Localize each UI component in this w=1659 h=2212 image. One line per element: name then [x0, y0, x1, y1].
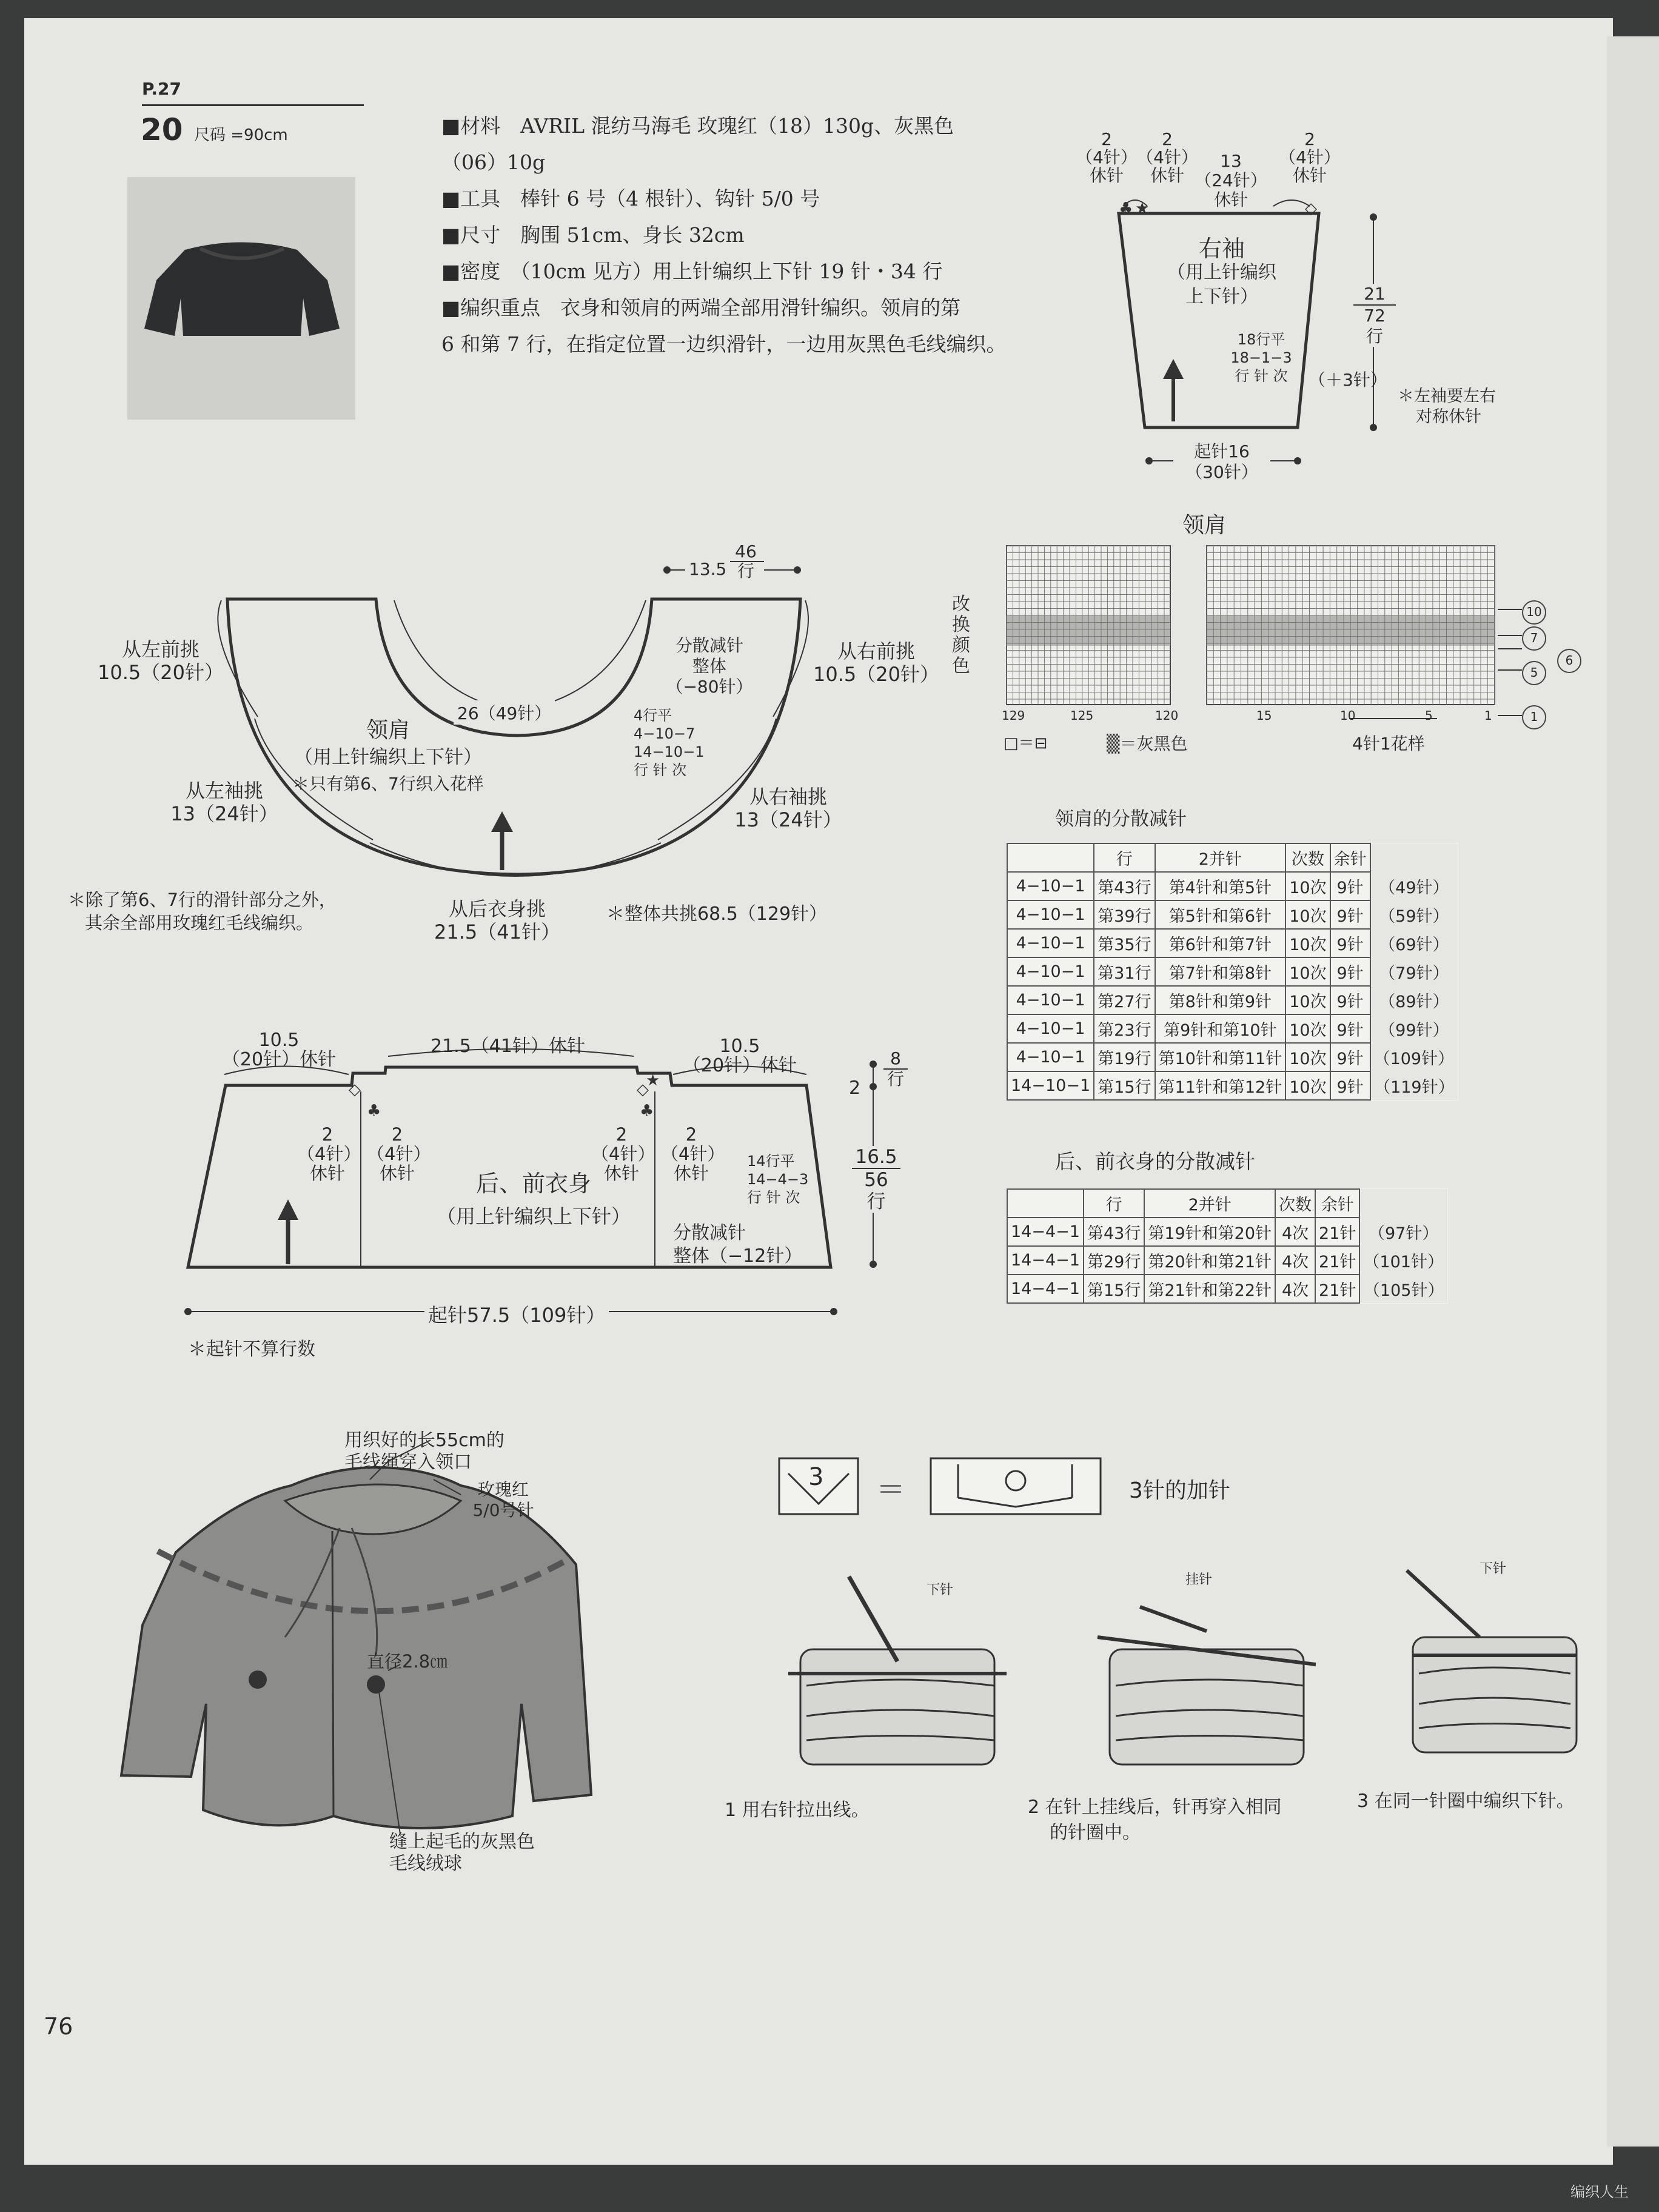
step3-needle-label: 下针	[1480, 1561, 1507, 1577]
table-cell: 21针	[1315, 1246, 1359, 1275]
table-cell: 第5针和第6针	[1155, 900, 1286, 929]
table-row	[1007, 1275, 1447, 1303]
step1-text: 1 用右针拉出线。	[725, 1800, 870, 1821]
table-cell: 10次	[1285, 1043, 1330, 1071]
yoke-top-width: 13.5	[685, 559, 730, 579]
chart-col-label: 120	[1155, 708, 1179, 723]
table-header: 行	[1084, 1189, 1144, 1218]
table-header	[1370, 843, 1458, 872]
table-cell: 14−4−1	[1007, 1218, 1084, 1246]
table-header	[1359, 1189, 1447, 1218]
svg-text:★: ★	[646, 1071, 660, 1090]
chart-col-label: 15	[1256, 708, 1272, 723]
yoke-chart	[1007, 546, 1495, 705]
table-cell: 第6针和第7针	[1155, 929, 1286, 957]
table-cell: 第27行	[1094, 986, 1155, 1014]
tools-line: ■工具 棒针 6 号（4 根针）、钩针 5/0 号	[441, 187, 820, 210]
table-cell: 10次	[1285, 986, 1330, 1014]
sleeve-title: 右袖 （用上针编织 上下针）	[1167, 235, 1276, 307]
yoke-pick-left-front: 从左前挑 10.5（20针）	[98, 638, 224, 684]
table-cell: 9针	[1330, 872, 1370, 900]
sleeve-hold-mid: 2 （4针） 休针	[1136, 129, 1198, 186]
table-cell: 第8针和第9针	[1155, 986, 1286, 1014]
table-cell: （101针）	[1359, 1246, 1447, 1275]
table-cell: 第19针和第20针	[1144, 1218, 1275, 1246]
chart-repeat: 4针1花样	[1352, 734, 1425, 754]
chart-row-label: 5	[1522, 661, 1546, 685]
table-cell: 9针	[1330, 1043, 1370, 1071]
table-cell: 4−10−1	[1007, 929, 1094, 957]
body-hold: 2 （4针） 休针	[591, 1124, 655, 1184]
table-row	[1007, 1071, 1458, 1100]
table-row	[1007, 986, 1458, 1014]
sleeve-increase-total: （＋3针）	[1309, 370, 1387, 390]
table-cell: 4次	[1275, 1218, 1315, 1246]
table-cell: 9针	[1330, 1071, 1370, 1100]
svg-text:♣: ♣	[1119, 199, 1133, 218]
table-cell: 10次	[1285, 900, 1330, 929]
table-cell: 第39行	[1094, 900, 1155, 929]
yoke-note: ＊除了第6、7行的滑针部分之外， 其余全部用玫瑰红毛线编织。	[68, 890, 337, 933]
table-row	[1007, 957, 1458, 986]
table-cell: 10次	[1285, 1014, 1330, 1043]
table-cell: 9针	[1330, 957, 1370, 986]
cord-note: 用织好的长55cm的 毛线绳穿入领口	[344, 1430, 504, 1473]
table-cell: 4次	[1275, 1246, 1315, 1275]
table-cell: 10次	[1285, 872, 1330, 900]
table-header: 余针	[1330, 843, 1370, 872]
table-header: 次数	[1285, 843, 1330, 872]
page-number: 76	[44, 2013, 73, 2040]
table-cell: 第9针和第10针	[1155, 1014, 1286, 1043]
table-cell: 第43行	[1094, 872, 1155, 900]
table-cell: 第31行	[1094, 957, 1155, 986]
table-cell: 第15行	[1094, 1071, 1155, 1100]
table-cell: 第20针和第21针	[1144, 1246, 1275, 1275]
chart-row-label: 10	[1522, 600, 1546, 625]
sleeve-note: ＊左袖要左右 对称休针	[1398, 387, 1496, 426]
table-header	[1007, 1189, 1084, 1218]
body-title: 后、前衣身 （用上针编织上下针）	[436, 1170, 631, 1228]
table-header	[1007, 843, 1094, 872]
sleeve-height: 21 72 行	[1353, 284, 1396, 347]
body-increase: 14行平 14−4−3 行 针 次	[747, 1153, 809, 1206]
table-cell: 第19行	[1094, 1043, 1155, 1071]
table-row	[1007, 1246, 1447, 1275]
chart-row-label: 6	[1557, 649, 1581, 673]
item-number: 20	[141, 112, 183, 147]
chart-legend-purl: □＝⊟	[1004, 734, 1048, 752]
gauge-line: ■密度 （10cm 见方）用上针编织上下针 19 针・34 行	[441, 260, 943, 283]
body-shoulder-rows: 8 行	[883, 1049, 908, 1089]
table-row	[1007, 872, 1458, 900]
table-cell: （119针）	[1370, 1071, 1458, 1100]
yoke-pick-right-front: 从右前挑 10.5（20针）	[813, 640, 939, 686]
sleeve-increase: 18行平 18−1−3 行 针 次	[1230, 331, 1292, 384]
table-cell: （49针）	[1370, 872, 1458, 900]
table-header: 次数	[1275, 1189, 1315, 1218]
table-cell: 14−4−1	[1007, 1275, 1084, 1303]
materials-line: ■材料 AVRIL 混纺马海毛 玫瑰红（18）130g、灰黑色	[441, 114, 954, 138]
body-decrease-table	[1007, 1188, 1448, 1304]
table-cell: （99针）	[1370, 1014, 1458, 1043]
table-cell: 21针	[1315, 1275, 1359, 1303]
chart-row-label: 1	[1522, 705, 1546, 729]
table-cell: 第11针和第12针	[1155, 1071, 1286, 1100]
table-cell: 9针	[1330, 929, 1370, 957]
step2-text: 2 在针上挂线后，针再穿入相同 的针圈中。	[1028, 1797, 1282, 1843]
yoke-pick-right-sleeve: 从右袖挑 13（24针）	[734, 785, 842, 831]
table-cell: 第10针和第11针	[1155, 1043, 1286, 1071]
table-cell: 第21针和第22针	[1144, 1275, 1275, 1303]
table2-title: 后、前衣身的分散减针	[1055, 1150, 1255, 1173]
table-cell: 4−10−1	[1007, 872, 1094, 900]
chart-col-label: 10	[1340, 708, 1356, 723]
chart-col-label: 5	[1425, 708, 1433, 723]
step3-text: 3 在同一针圈中编织下针。	[1357, 1791, 1575, 1812]
table-header: 行	[1094, 843, 1155, 872]
step2-needle-label: 挂针	[1185, 1572, 1213, 1587]
table-row	[1007, 929, 1458, 957]
body-height: 16.5 56 行	[852, 1146, 900, 1213]
sleeve-cast-on: 起针16 （30针）	[1173, 441, 1270, 483]
increase-symbol-number: 3	[808, 1463, 824, 1491]
yoke-decrease-table	[1007, 843, 1458, 1101]
body-decrease: 分散减针 整体（−12针）	[673, 1222, 803, 1267]
yoke-neck-width: 26（49针）	[454, 700, 555, 725]
table-cell: 10次	[1285, 1071, 1330, 1100]
table-cell: （69针）	[1370, 929, 1458, 957]
table-cell: 21针	[1315, 1218, 1359, 1246]
size-line: ■尺寸 胸围 51cm、身长 32cm	[441, 223, 745, 247]
svg-text:★: ★	[1135, 199, 1150, 218]
body-top-center: 21.5（41针）休针	[431, 1036, 585, 1057]
table-cell: 4−10−1	[1007, 1043, 1094, 1071]
pompom-note: 缝上起毛的灰黑色 毛线绒球	[389, 1831, 535, 1874]
table-header: 2并针	[1155, 843, 1286, 872]
svg-text:◇: ◇	[349, 1081, 361, 1099]
table-cell: 4−10−1	[1007, 1014, 1094, 1043]
body-hold: 2 （4针） 休针	[661, 1124, 725, 1184]
body-hold: 2 （4针） 休针	[297, 1124, 361, 1184]
body-note: ＊起针不算行数	[188, 1339, 315, 1360]
table-cell: （105针）	[1359, 1275, 1447, 1303]
table-cell: （59针）	[1370, 900, 1458, 929]
table-row	[1007, 1043, 1458, 1071]
table-cell: 第15行	[1084, 1275, 1144, 1303]
step-illustration-2	[1098, 1607, 1316, 1765]
yoke-total-picked: ＊整体共挑68.5（129针）	[606, 903, 828, 925]
table-header: 余针	[1315, 1189, 1359, 1218]
chart-color-change-label: 改 换 颜 色	[952, 594, 970, 677]
table-cell: 4次	[1275, 1275, 1315, 1303]
chart-title: 领肩	[1182, 513, 1227, 538]
key-points-line: ■编织重点 衣身和领肩的两端全部用滑针编织。领肩的第	[441, 296, 961, 320]
materials-line: （06）10g	[441, 150, 546, 174]
table-cell: 第7针和第8针	[1155, 957, 1286, 986]
step-illustration-3	[1407, 1570, 1577, 1752]
edge-note: 玫瑰红 5/0号针	[472, 1480, 534, 1520]
increase-label: 3针的加针	[1129, 1478, 1230, 1503]
table-row	[1007, 1014, 1458, 1043]
table-cell: 9针	[1330, 1014, 1370, 1043]
chart-col-label: 1	[1484, 708, 1492, 723]
table-cell: 9针	[1330, 900, 1370, 929]
svg-text:◇: ◇	[637, 1081, 649, 1099]
body-top-right: 10.5 （20针）休针	[682, 1036, 797, 1076]
pompom-diameter: 直径2.8㎝	[367, 1651, 448, 1672]
step-illustration-1	[788, 1577, 1007, 1765]
table-cell: 第29行	[1084, 1246, 1144, 1275]
chart-legend-color: ▒＝灰黑色	[1107, 734, 1188, 754]
table-cell: （89针）	[1370, 986, 1458, 1014]
table-cell: 10次	[1285, 929, 1330, 957]
yoke-decrease-rows: 4行平 4−10−7 14−10−1 行 针 次	[634, 707, 705, 779]
table-cell: 9针	[1330, 986, 1370, 1014]
key-points-line: 6 和第 7 行，在指定位置一边织滑针，一边用灰黑色毛线编织。	[441, 332, 1007, 356]
svg-text:♣: ♣	[640, 1102, 654, 1120]
table-cell: 第35行	[1094, 929, 1155, 957]
table-cell: 第4针和第5针	[1155, 872, 1286, 900]
table-cell: 14−4−1	[1007, 1246, 1084, 1275]
sleeve-hold-center: 13 （24针） 休针	[1195, 151, 1267, 210]
table-cell: 第23行	[1094, 1014, 1155, 1043]
table-cell: （79针）	[1370, 957, 1458, 986]
chart-col-label: 129	[1002, 708, 1025, 723]
svg-text:♣: ♣	[367, 1102, 381, 1120]
table-cell: 第43行	[1084, 1218, 1144, 1246]
table1-title: 领肩的分散减针	[1055, 808, 1187, 830]
table-header: 2并针	[1144, 1189, 1275, 1218]
size-label: 尺码 =90cm	[194, 126, 288, 144]
chart-row-label: 7	[1522, 626, 1546, 651]
step1-needle-label: 下针	[927, 1583, 954, 1598]
table-row	[1007, 1218, 1447, 1246]
sleeve-hold-left: 2 （4针） 休针	[1076, 129, 1138, 186]
page-ref: P.27	[142, 79, 181, 99]
yoke-pick-back: 从后衣身挑 21.5（41针）	[434, 897, 560, 943]
equals-sign: ＝	[876, 1473, 906, 1507]
body-hold: 2 （4针） 休针	[367, 1124, 431, 1184]
table-cell: 10次	[1285, 957, 1330, 986]
svg-text:◇: ◇	[1305, 199, 1317, 218]
sleeve-hold-right: 2 （4针） 休针	[1279, 129, 1341, 186]
table-cell: 14−10−1	[1007, 1071, 1094, 1100]
table-cell: 4−10−1	[1007, 900, 1094, 929]
watermark: 编织人生	[1570, 2184, 1629, 2200]
table-cell: 4−10−1	[1007, 957, 1094, 986]
chart-col-label: 125	[1070, 708, 1094, 723]
yoke-pick-left-sleeve: 从左袖挑 13（24针）	[170, 779, 278, 825]
body-cast-on: 起针57.5（109针）	[424, 1300, 609, 1328]
body-shoulder-height: 2	[849, 1078, 861, 1099]
yoke-top-rows: 46 行	[728, 543, 764, 580]
yoke-title: 领肩 （用上针编织上下针） ＊只有第6、7行织入花样	[292, 718, 484, 794]
table-cell: （109针）	[1370, 1043, 1458, 1071]
yoke-decrease: 分散减针 整体 （−80针）	[666, 635, 753, 697]
table-cell: （97针）	[1359, 1218, 1447, 1246]
table-row	[1007, 900, 1458, 929]
table-cell: 4−10−1	[1007, 986, 1094, 1014]
body-top-left: 10.5 （20针）休针	[221, 1030, 337, 1070]
